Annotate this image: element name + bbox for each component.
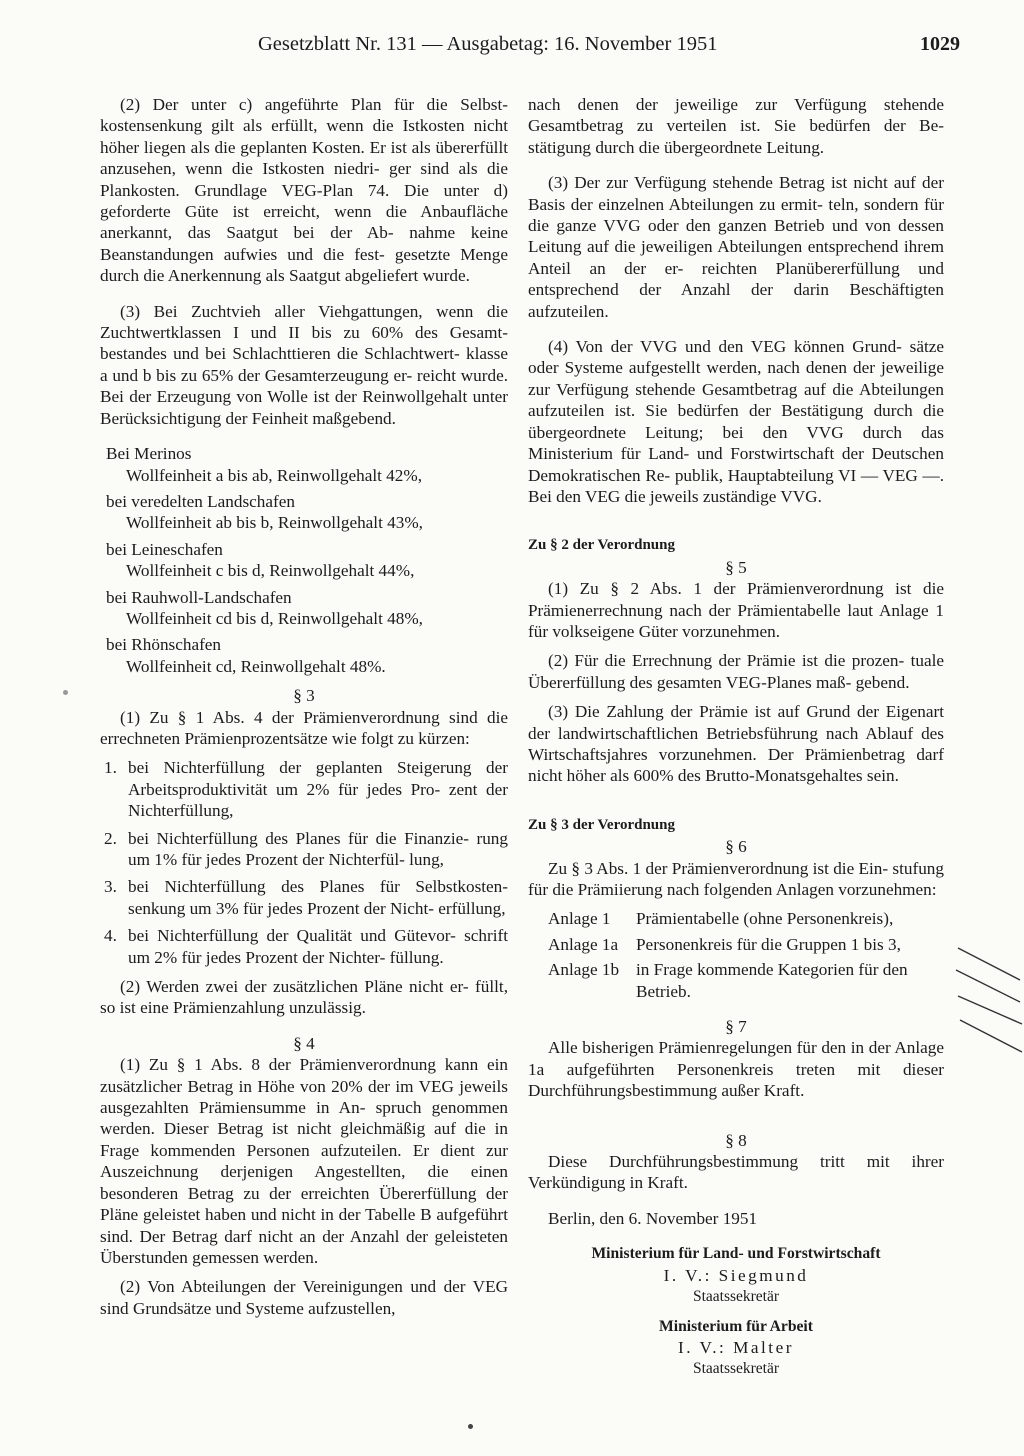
paragraph-s4-2: (2) Von Abteilungen der Vereinigungen und der VEG sind Grundsätze und Systeme aufzustellen,	[100, 1277, 508, 1318]
wool-detail: Wollfeinheit a bis ab, Reinwollgehalt 42%,	[126, 465, 422, 485]
signatory-role: Staatssekretär	[692, 1360, 780, 1378]
paragraph-s5-1: (1) Zu § 2 Abs. 1 der Prämienverordnung ist die Prämienerrechnung nach der Prämientabelle laut Anlage 1 für volkseigene Güter vorzunehmen.	[528, 579, 944, 641]
subheading-zu-3: Zu § 3 der Verordnung	[528, 816, 675, 833]
signatory-role: Staatssekretär	[692, 1288, 780, 1306]
anlage-text: in Frage kommende Kategorien für den Betrieb.	[636, 960, 908, 1001]
section-3-heading: § 3	[293, 686, 315, 706]
anlage-label: Anlage 1a	[548, 934, 619, 954]
wool-species: bei Rhönschafen	[106, 635, 222, 655]
section-7-heading: § 7	[725, 1017, 747, 1037]
section-8-heading: § 8	[725, 1130, 747, 1150]
paragraph-s8: Diese Durchführungsbestimmung tritt mit ihrer Verkündigung in Kraft.	[528, 1152, 944, 1193]
anlage-text: Prämientabelle (ohne Personenkreis),	[636, 909, 894, 929]
list-item: 2. bei Nichterfüllung des Planes für die Finanzie- rung um 1% für jedes Prozent der Nichterfül- lung,	[104, 828, 508, 869]
scan-dot	[468, 1424, 473, 1429]
paragraph-s7: Alle bisherigen Prämienregelungen für den in der Anlage 1a aufgeführten Personenkreis treten mit dieser Durchführungsbestimmung außer Kraft.	[528, 1038, 944, 1101]
reduction-list	[100, 757, 508, 968]
wool-species: bei veredelten Landschafen	[106, 491, 295, 511]
anlage-list	[548, 908, 944, 1002]
paragraph-s4-4: (4) Von der VVG und den VEG können Grund- sätze oder Systeme aufgestellt werden, nach denen der jeweilige zur Verfügung stehende Gesamtbetrag auf die Abteilungen aufzuteilen ist. Sie bedürfen der Bestätigung durch die übergeordnete Leitung; bei den VVG durch das Ministerium für Land- und Forstwirtschaft der Deutschen Demokratischen Re- publik, Hauptabteilung VI — VEG —. Bei den VEG die jeweils zuständige VVG.	[528, 337, 944, 506]
section-4-heading: § 4	[293, 1033, 315, 1053]
gazette-title: Gesetzblatt Nr. 131 — Ausgabetag: 16. November 1951	[258, 33, 718, 55]
anlage-label: Anlage 1b	[548, 960, 620, 980]
subheading-zu-2: Zu § 2 der Verordnung	[528, 537, 675, 554]
paragraph-plan-selbstkosten: (2) Der unter c) angeführte Plan für die Selbst- kostensenkung gilt als erfüllt, wenn die Istkosten nicht höher liegen als die geplanten Kosten. Er ist als übererfüllt anzusehen, wenn die Istkosten niedri- ger sind als die Plankosten. Grundlage VEG-Plan 74. Die unter d) geforderte Güte ist erreicht, wenn die Anbaufläche anerkannt, das Saatgut bei der Ab- nahme keine Beanstandungen aufwies und die fest- gesetzte Menge durch die Anerkennung als Saatgut abgeliefert wurde.	[100, 95, 508, 286]
list-item: 3. bei Nichterfüllung des Planes für Selbstkosten- senkung um 3% für jedes Prozent der Nicht- erfüllung,	[104, 877, 508, 918]
left-column	[100, 94, 508, 1319]
ministry-name: Ministerium für Land- und Forstwirtschaft	[591, 1245, 881, 1263]
page-number: 1029	[920, 33, 960, 55]
wool-species: Bei Merinos	[106, 444, 192, 464]
scan-dot	[63, 690, 68, 695]
date-line: Berlin, den 6. November 1951	[548, 1208, 758, 1228]
ministry-name: Ministerium für Arbeit	[659, 1317, 813, 1335]
paragraph-s3-1: (1) Zu § 1 Abs. 4 der Prämienverordnung sind die errechneten Prämienprozentsätze wie folgt zu kürzen:	[100, 707, 508, 748]
anlage-text: Personenkreis für die Gruppen 1 bis 3,	[636, 934, 901, 954]
list-item: 4. bei Nichterfüllung der Qualität und Gütevor- schrift um 2% für jedes Prozent der Nichter- füllung.	[104, 926, 508, 967]
right-column	[528, 94, 944, 1380]
section-6-heading: § 6	[725, 837, 747, 857]
wool-detail: Wollfeinheit ab bis b, Reinwollgehalt 43%,	[126, 513, 423, 533]
signature-block-1	[528, 1243, 944, 1307]
wool-species: bei Rauhwoll-Landschafen	[106, 587, 292, 607]
section-5-heading: § 5	[725, 557, 747, 577]
paragraph-zuchtvieh: (3) Bei Zuchtvieh aller Viehgattungen, wenn die Zuchtwertklassen I und II bis zu 60% des Gesamt- bestandes und bei Schlachttieren die Schlachtwert- klasse a und b bis zu 65% der Gesamterzeugung er- reicht wurde. Bei der Erzeugung von Wolle ist der Reinwollgehalt unter Berücksichtigung der Feinheit maßgebend.	[100, 301, 508, 428]
list-item: 1. bei Nichterfüllung der geplanten Steigerung der Arbeitsproduktivität um 2% für jedes Pro- zent der Nichterfüllung,	[104, 758, 508, 821]
page-header	[258, 30, 968, 66]
wool-detail: Wollfeinheit c bis d, Reinwollgehalt 44%,	[126, 561, 415, 581]
paragraph-s6: Zu § 3 Abs. 1 der Prämienverordnung ist die Ein- stufung für die Prämiierung nach folgenden Anlagen vorzunehmen:	[528, 858, 944, 899]
wool-detail: Wollfeinheit cd bis d, Reinwollgehalt 48%,	[126, 608, 423, 628]
paragraph-s5-2: (2) Für die Errechnung der Prämie ist die prozen- tuale Übererfüllung des gesamten VEG-Planes maß- gebend.	[528, 651, 944, 692]
signatory-name: I. V.: Siegmund	[663, 1265, 809, 1285]
paragraph-s3-2: (2) Werden zwei der zusätzlichen Pläne nicht er- füllt, so ist eine Prämienzahlung unzulässig.	[100, 977, 508, 1018]
paragraph-continuation: nach denen der jeweilige zur Verfügung stehende Gesamtbetrag zu verteilen ist. Sie bedürfen der Be- stätigung durch die übergeordnete Leitung.	[528, 95, 944, 157]
wool-list	[106, 443, 508, 677]
paragraph-s4-1: (1) Zu § 1 Abs. 8 der Prämienverordnung kann ein zusätzlicher Betrag in Höhe von 20% der im VEG jeweils ausgezahlten Prämiensumme in An- spruch genommen werden. Dieser Betrag ist nicht gleichmäßig auf die in Frage kommenden Personen aufzuteilen. Er dient zur Auszeichnung derjenigen Angestellten, die einen besonderen Betrag zu der erreichten Übererfüllung der Pläne geleistet haben und nicht in der Tabelle B aufgeführt sind. Der Betrag darf nicht an der Anzahl der geleisteten Überstunden gemessen werden.	[100, 1055, 508, 1267]
paragraph-s4-3: (3) Der zur Verfügung stehende Betrag ist nicht auf der Basis der einzelnen Abteilungen zu ermit- teln, sondern für die ganze VVG oder den ganzen Betrieb und von dessen Leitung auf die jeweiligen Abteilungen entsprechend ihrem Anteil an der er- reichten Planübererfüllung und entsprechend der Anzahl der darin Beschäftigten aufzuteilen.	[528, 173, 944, 321]
signature-block-2	[528, 1316, 944, 1380]
margin-pen-marks	[950, 940, 1024, 1060]
paragraph-s5-3: (3) Die Zahlung der Prämie ist auf Grund der Eigenart der landwirtschaftlichen Betriebsführung nach Ablauf des Wirtschaftsjahres vorzunehmen. Der Prämienbetrag darf nicht höher als 600% des Brutto-Monatsgehaltes sein.	[528, 702, 944, 786]
wool-detail: Wollfeinheit cd, Reinwollgehalt 48%.	[126, 656, 386, 676]
signatory-name: I. V.: Malter	[678, 1337, 794, 1357]
wool-species: bei Leineschafen	[106, 539, 223, 559]
anlage-label: Anlage 1	[548, 909, 611, 929]
